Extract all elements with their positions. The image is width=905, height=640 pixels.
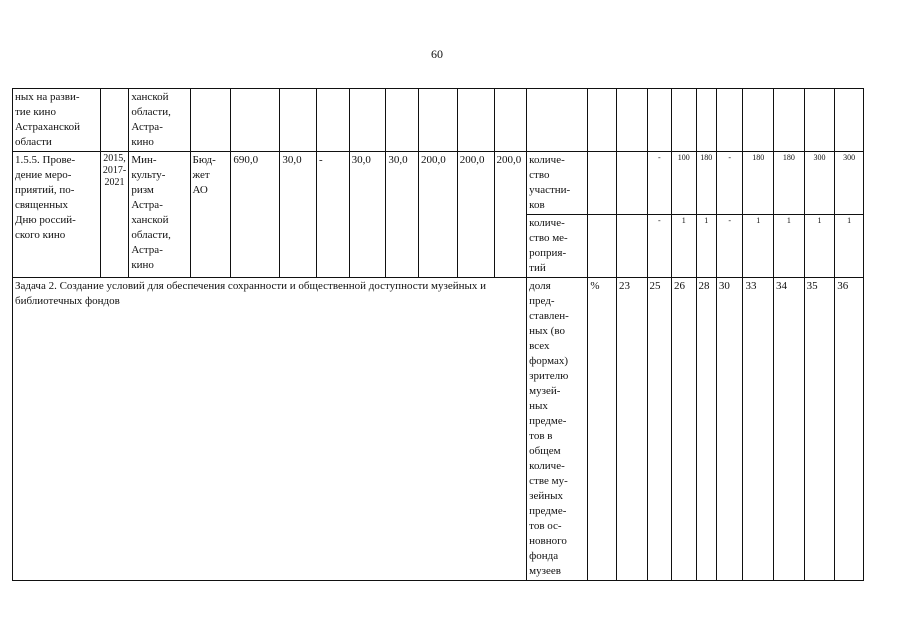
indicator-value-cell: 180 [696,152,716,215]
indicator-value-cell: 300 [835,152,864,215]
indicator-name-cell: доля пред- ставлен- ных (во всех формах) зрителю музей- ных предме- тов в общем количе- стве му- зейных предме- тов ос- новного фонда музеев [527,278,588,581]
event-cell: ных на разви- тие кино Астраханской области [13,89,101,152]
finance-total-cell: 690,0 [231,152,280,278]
indicator-name-cell: количе- ство ме- роприя- тий [527,215,588,278]
indicator-value-cell: 35 [804,278,835,581]
indicator-value-cell: 1 [804,215,835,278]
indicator-unit-cell [588,215,617,278]
table-row-task-2 [13,278,864,581]
indicator-value-cell: 26 [672,278,696,581]
continuation-row [13,89,864,152]
program-table [12,88,864,581]
indicator-value-cell [616,152,647,215]
indicator-value-cell: - [647,215,671,278]
indicator-value-cell: 180 [774,152,805,215]
finance-year-cell: 30,0 [386,152,419,278]
indicator-unit-cell [588,152,617,215]
indicator-value-cell: 30 [716,278,743,581]
finance-year-cell: 200,0 [419,152,458,278]
task-2-cell: Задача 2. Создание условий для обеспечения сохранности и общественной доступности музейных и библиотечных фондов [13,278,527,581]
finance-year-cell: - [317,152,350,278]
indicator-unit-cell: % [588,278,617,581]
indicator-value-cell: - [716,152,743,215]
funding-source-cell: Бюд- жет АО [190,152,231,278]
event-cell: 1.5.5. Прове- дение меро- приятий, по- священных Дню россий- ского кино [13,152,101,278]
executor-cell: Мин- культу- ризм Астра- ханской области, Астра- кино [129,152,190,278]
finance-year-cell: 200,0 [457,152,494,278]
indicator-value-cell: - [647,152,671,215]
finance-year-cell: 30,0 [280,152,317,278]
indicator-value-cell: 33 [743,278,774,581]
indicator-value-cell: 36 [835,278,864,581]
indicator-name-cell: количе- ство участни- ков [527,152,588,215]
table-row-1-5-5 [13,152,864,215]
indicator-value-cell: 34 [774,278,805,581]
indicator-value-cell: - [716,215,743,278]
indicator-value-cell: 1 [672,215,696,278]
indicator-value-cell: 1 [743,215,774,278]
page-number: 60 [431,47,443,61]
finance-year-cell: 200,0 [494,152,527,278]
indicator-value-cell: 23 [616,278,647,581]
indicator-value-cell: 100 [672,152,696,215]
indicator-value-cell: 1 [774,215,805,278]
indicator-value-cell: 1 [835,215,864,278]
indicator-value-cell: 28 [696,278,716,581]
indicator-value-cell: 1 [696,215,716,278]
indicator-value-cell: 300 [804,152,835,215]
indicator-value-cell: 25 [647,278,671,581]
years-cell: 2015, 2017- 2021 [100,152,129,278]
indicator-value-cell: 180 [743,152,774,215]
executor-cell: ханской области, Астра- кино [129,89,190,152]
years-cell [100,89,129,152]
finance-year-cell: 30,0 [349,152,386,278]
indicator-value-cell [616,215,647,278]
